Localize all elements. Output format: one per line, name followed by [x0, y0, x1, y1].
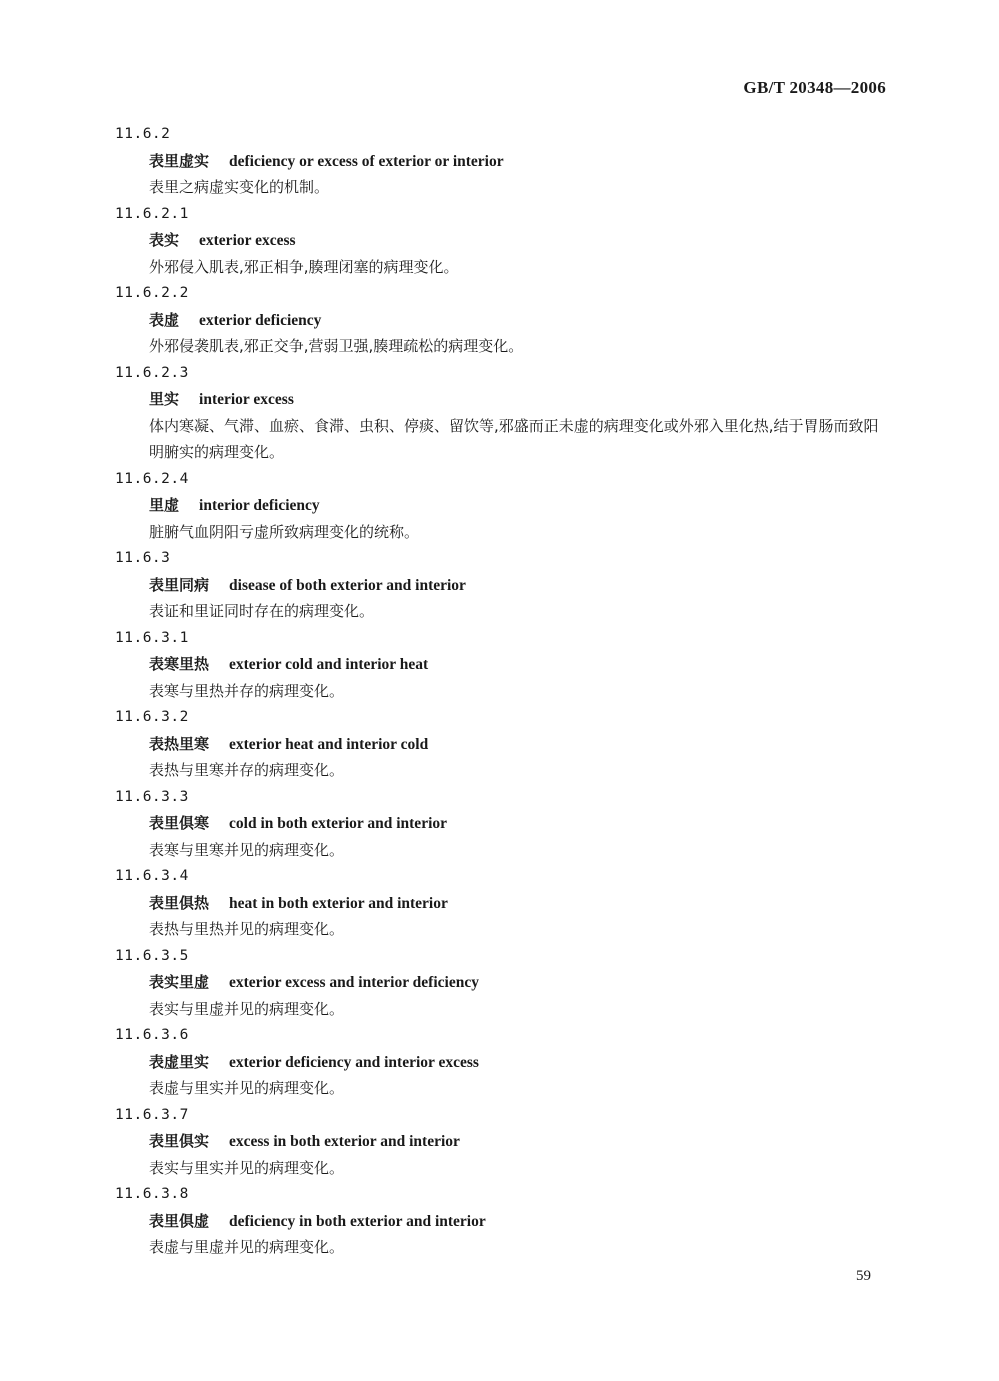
term-definition: 体内寒凝、气滞、血瘀、食滞、虫积、停痰、留饮等,邪盛而正未虚的病理变化或外邪入里化热,结于胃肠而致阳明腑实的病理变化。: [149, 416, 879, 461]
term-english: exterior deficiency: [199, 311, 322, 329]
term-definition: 表证和里证同时存在的病理变化。: [149, 602, 375, 620]
clause-number: 11.6.2.3: [115, 364, 189, 381]
term-chinese: 表里俱热: [149, 893, 210, 912]
term-definition: 表寒与里热并存的病理变化。: [149, 681, 345, 700]
term-entry: [0, 784, 999, 864]
term-entry: [0, 863, 999, 943]
term-entry: [0, 1022, 999, 1102]
term-heading: [0, 731, 999, 758]
clause-number: 11.6.2.1: [115, 205, 189, 222]
term-heading: [0, 651, 999, 678]
term-heading: [0, 890, 999, 917]
term-entry: [0, 360, 999, 466]
clause-number: 11.6.2.4: [115, 470, 189, 487]
term-list: [0, 121, 999, 1261]
term-definition: 表虚与里实并见的病理变化。: [149, 1079, 345, 1097]
term-chinese: 表里俱实: [149, 1132, 210, 1150]
term-definition: 外邪侵袭肌表,邪正交争,营弱卫强,腠理疏松的病理变化。: [149, 337, 524, 355]
clause-number: 11.6.3.6: [115, 1027, 189, 1043]
clause-number: 11.6.3.4: [115, 868, 189, 884]
clause-number: 11.6.3.5: [115, 947, 189, 964]
term-definition: 表热与里热并见的病理变化。: [149, 920, 345, 938]
term-english: deficiency in both exterior and interior: [229, 1212, 486, 1230]
term-entry: [0, 1102, 999, 1182]
term-english: exterior cold and interior heat: [229, 656, 429, 673]
term-english: exterior excess and interior deficiency: [229, 974, 479, 991]
clause-number: 11.6.3.8: [115, 1186, 189, 1202]
term-heading: [0, 969, 999, 996]
term-chinese: 表热里寒: [149, 734, 210, 753]
term-english: exterior heat and interior cold: [229, 735, 429, 753]
term-english: interior excess: [199, 391, 294, 408]
term-heading: [0, 1208, 999, 1235]
clause-number: 11.6.2: [115, 126, 171, 142]
term-heading: [0, 572, 999, 599]
term-chinese: 表里虚实: [149, 151, 210, 170]
term-entry: [0, 545, 999, 625]
term-chinese: 表里俱虚: [149, 1211, 210, 1230]
term-heading: [0, 1049, 999, 1076]
term-heading: [0, 810, 999, 837]
term-english: cold in both exterior and interior: [229, 815, 448, 832]
term-entry: [0, 466, 999, 546]
term-english: excess in both exterior and interior: [229, 1133, 460, 1150]
term-english: exterior deficiency and interior excess: [229, 1053, 479, 1071]
term-entry: [0, 704, 999, 784]
term-chinese: 表里同病: [149, 575, 210, 594]
term-definition: 表实与里虚并见的病理变化。: [149, 999, 345, 1018]
term-english: deficiency or excess of exterior or interior: [229, 152, 504, 170]
term-chinese: 表虚: [149, 310, 180, 329]
term-definition: 表寒与里寒并见的病理变化。: [149, 840, 345, 859]
term-english: heat in both exterior and interior: [229, 894, 448, 912]
term-entry: [0, 121, 999, 201]
term-heading: [0, 307, 999, 334]
term-entry: [0, 280, 999, 360]
term-entry: [0, 625, 999, 705]
clause-number: 11.6.3.1: [115, 629, 189, 646]
term-definition: 表里之病虚实变化的机制。: [149, 178, 330, 196]
term-english: disease of both exterior and interior: [229, 576, 466, 594]
term-heading: [0, 386, 999, 413]
standard-code: GB/T 20348—2006: [743, 78, 886, 97]
term-entry: [0, 1181, 999, 1261]
page-number: 59: [856, 1268, 871, 1284]
clause-number: 11.6.3: [115, 550, 171, 566]
term-chinese: 表里俱寒: [149, 814, 210, 832]
term-heading: [0, 148, 999, 175]
term-chinese: 表虚里实: [149, 1052, 210, 1071]
term-chinese: 里虚: [149, 496, 180, 514]
term-chinese: 表实: [149, 231, 180, 249]
term-definition: 表虚与里虚并见的病理变化。: [149, 1238, 345, 1256]
term-definition: 脏腑气血阴阳亏虚所致病理变化的统称。: [149, 522, 420, 541]
term-chinese: 表寒里热: [149, 655, 210, 673]
term-english: interior deficiency: [199, 497, 320, 514]
clause-number: 11.6.3.3: [115, 788, 189, 805]
term-heading: [0, 227, 999, 254]
term-chinese: 里实: [149, 390, 180, 408]
term-entry: [0, 201, 999, 281]
term-chinese: 表实里虚: [149, 973, 210, 991]
term-entry: [0, 943, 999, 1023]
term-heading: [0, 1128, 999, 1155]
term-definition: 表热与里寒并存的病理变化。: [149, 761, 345, 779]
clause-number: 11.6.3.7: [115, 1106, 189, 1123]
term-definition: 表实与里实并见的病理变化。: [149, 1158, 345, 1177]
term-definition: 外邪侵入肌表,邪正相争,腠理闭塞的病理变化。: [149, 257, 459, 276]
term-heading: [0, 492, 999, 519]
clause-number: 11.6.3.2: [115, 709, 189, 725]
term-english: exterior excess: [199, 232, 296, 249]
clause-number: 11.6.2.2: [115, 285, 189, 301]
